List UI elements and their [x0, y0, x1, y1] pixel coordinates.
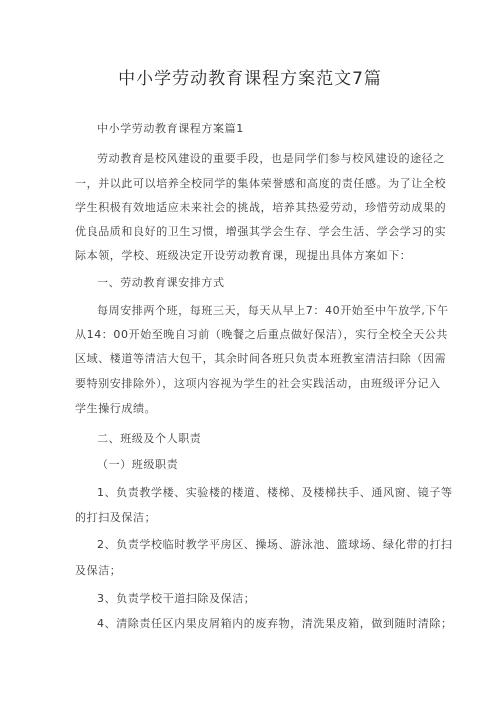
paragraph-line: 从14：00开始至晚自习前（晚餐之后重点做好保洁），实行全校全天公共	[75, 328, 448, 341]
list-item-line: 3、负责学校干道扫除及保洁；	[97, 592, 256, 605]
document-title: 中小学劳动教育课程方案范文7篇	[118, 69, 382, 89]
list-item-line: 1、负责教学楼、实验楼的楼道、楼梯、及楼梯扶手、通风窗、镜子等	[97, 486, 453, 499]
paragraph-line: 际本领，学校、班级决定开设劳动教育课，现提出具体方案如下：	[75, 249, 412, 262]
paragraph-line: 学生操行成绩。	[75, 402, 157, 415]
paragraph-line: 每周安排两个班，每班三天，每天从早上7：40开始至中午放学,下午	[97, 304, 449, 317]
subsection-heading: （一）班级职责	[97, 458, 179, 471]
paragraph-line: 区域、楼道等清洁大包干，其余时间各班只负责本班教室清洁扫除（因需	[75, 352, 447, 365]
list-item-line: 4、清除责任区内果皮屑箱内的废弃物，清洗果皮箱，做到随时清除；	[97, 617, 453, 630]
section-heading: 中小学劳动教育课程方案篇1	[97, 122, 244, 135]
paragraph-line: 学生积极有效地适应未来社会的挑战，培养其热爱劳动，珍惜劳动成果的	[75, 201, 447, 214]
section-heading: 二、班级及个人职责	[97, 432, 202, 445]
paragraph-line: 要特别安排除外），这项内容视为学生的社会实践活动，由班级评分记入	[75, 377, 441, 390]
section-heading: 一、劳动教育课安排方式	[97, 276, 225, 289]
list-item-line: 及保洁；	[75, 564, 122, 577]
paragraph-line: 优良品质和良好的卫生习惯，增强其学会生存、学会生活、学会学习的实	[75, 225, 447, 238]
paragraph-line: 劳动教育是校风建设的重要手段，也是同学们参与校风建设的途径之	[97, 152, 445, 165]
list-item-line: 的打扫及保洁；	[75, 511, 157, 524]
list-item-line: 2、负责学校临时教学平房区、操场、游泳池、篮球场、绿化带的打扫	[97, 538, 453, 551]
paragraph-line: 一，并以此可以培养全校同学的集体荣誉感和高度的责任感。为了让全校	[75, 177, 447, 190]
